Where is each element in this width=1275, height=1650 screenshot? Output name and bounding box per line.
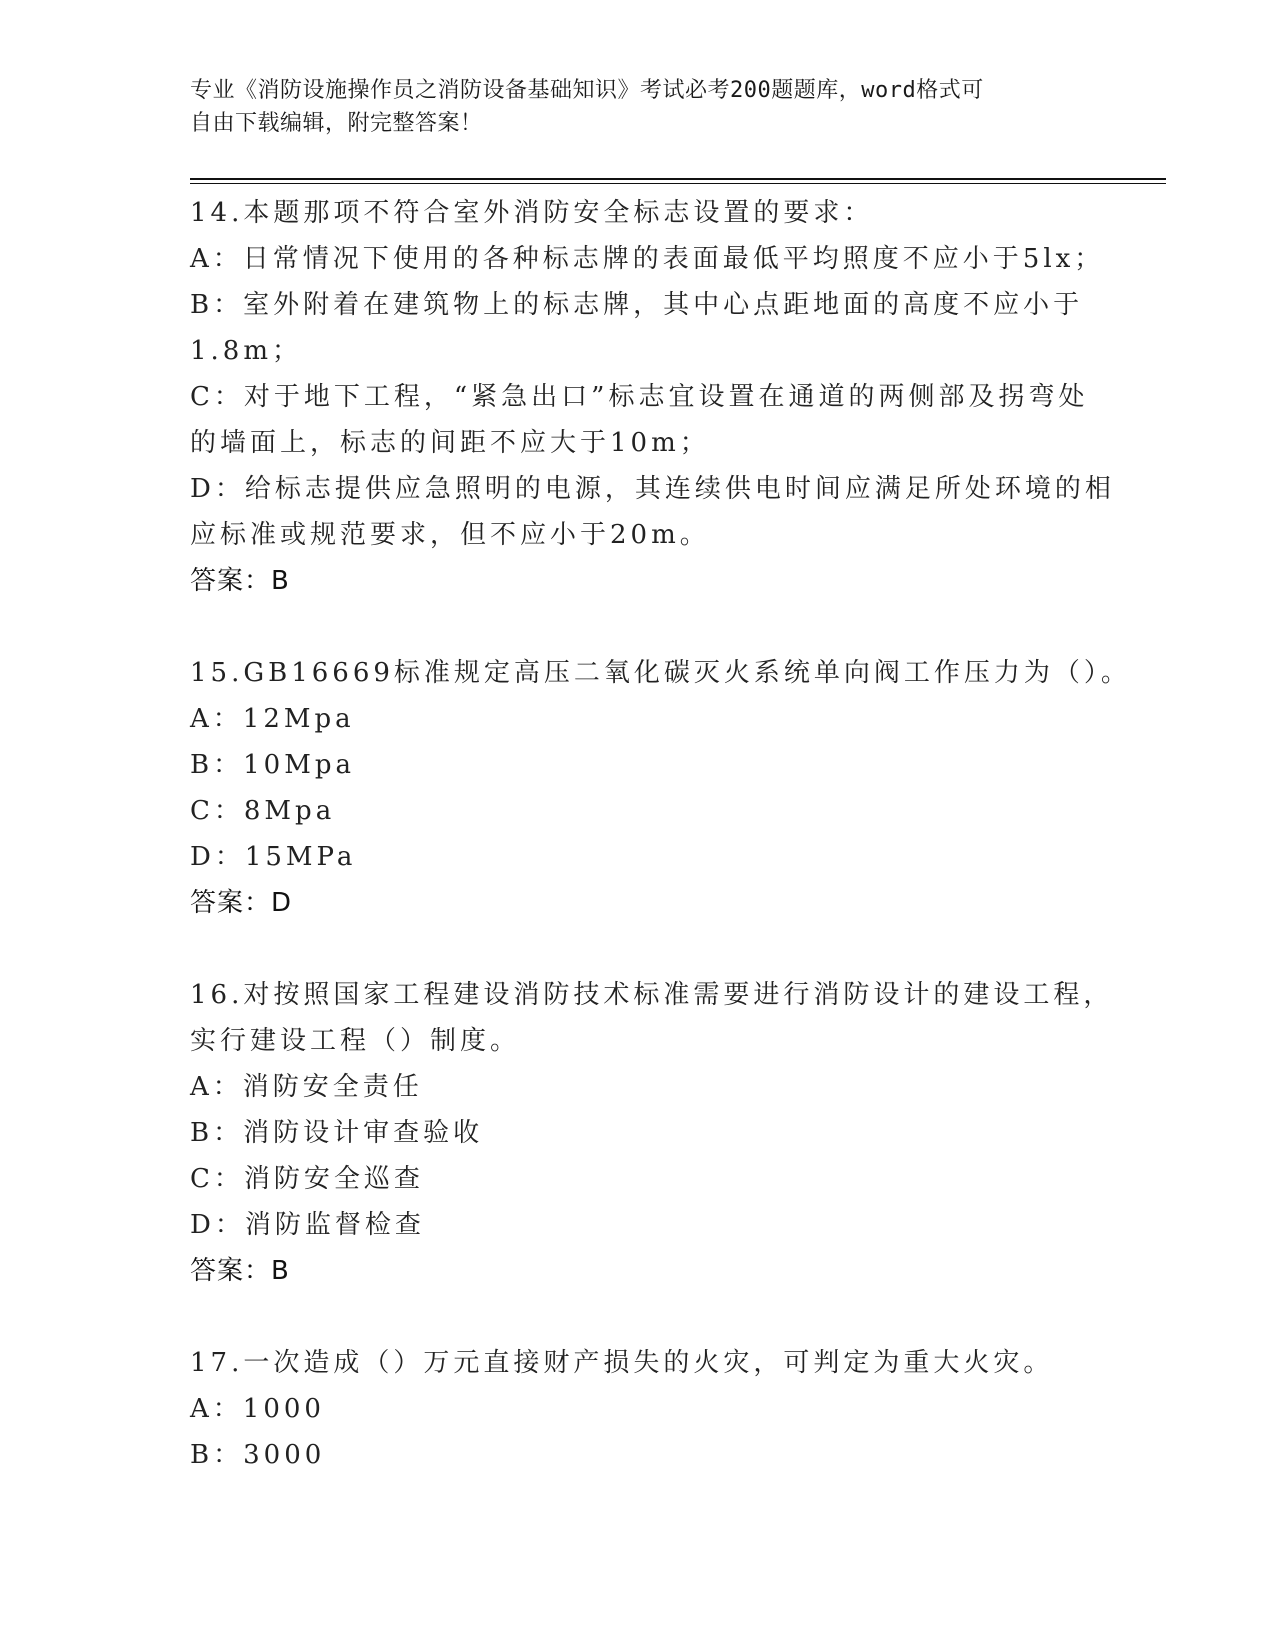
header-divider-thin — [190, 183, 1166, 184]
question-stem-continued: 实行建设工程（）制度。 — [190, 1026, 521, 1056]
question-stem: 14.本题那项不符合室外消防安全标志设置的要求： — [190, 198, 874, 228]
option-c-continued: 的墙面上，标志的间距不应大于10m； — [190, 428, 710, 458]
option-d: D：给标志提供应急照明的电源，其连续供电时间应满足所处环境的相 — [190, 474, 1115, 504]
header-line-1: 专业《消防设施操作员之消防设备基础知识》考试必考200题题库，word格式可 — [190, 78, 984, 103]
question-spacer — [190, 604, 1090, 650]
question-spacer — [190, 1294, 1090, 1340]
option-d: D：消防监督检查 — [190, 1210, 425, 1240]
option-b: B：3000 — [190, 1440, 326, 1470]
option-c: C：对于地下工程，“紧急出口”标志宜设置在通道的两侧部及拐弯处 — [190, 382, 1089, 412]
question-16 — [190, 972, 1114, 1294]
option-d-continued: 应标准或规范要求，但不应小于20m。 — [190, 520, 710, 550]
answer-line: 答案：B — [190, 1256, 290, 1286]
option-a: A：消防安全责任 — [190, 1072, 423, 1102]
question-stem: 17.一次造成（）万元直接财产损失的火灾，可判定为重大火灾。 — [190, 1348, 1054, 1378]
question-spacer — [190, 926, 1090, 972]
option-d: D：15MPa — [190, 842, 357, 872]
option-b-continued: 1.8m； — [190, 336, 303, 366]
option-b: B：室外附着在建筑物上的标志牌，其中心点距地面的高度不应小于 — [190, 290, 1084, 320]
option-a: A：1000 — [190, 1394, 325, 1424]
question-stem: 15.GB16669标准规定高压二氧化碳灭火系统单向阀工作压力为（）。 — [190, 658, 1131, 688]
header-line-2: 自由下载编辑，附完整答案！ — [190, 111, 483, 136]
header-divider-thick — [190, 178, 1166, 180]
option-c: C：8Mpa — [190, 796, 336, 826]
question-14 — [190, 190, 1115, 604]
answer-line: 答案：B — [190, 566, 290, 596]
option-a: A：12Mpa — [190, 704, 355, 734]
option-b: B：10Mpa — [190, 750, 355, 780]
question-list — [190, 190, 1131, 1478]
document-header — [190, 74, 1090, 140]
answer-line: 答案：D — [190, 888, 293, 918]
option-a: A：日常情况下使用的各种标志牌的表面最低平均照度不应小于5lx； — [190, 244, 1105, 274]
question-stem: 16.对按照国家工程建设消防技术标准需要进行消防设计的建设工程， — [190, 980, 1114, 1010]
question-17 — [190, 1340, 1090, 1478]
option-c: C：消防安全巡查 — [190, 1164, 424, 1194]
option-b: B：消防设计审查验收 — [190, 1118, 484, 1148]
question-15 — [190, 650, 1131, 926]
